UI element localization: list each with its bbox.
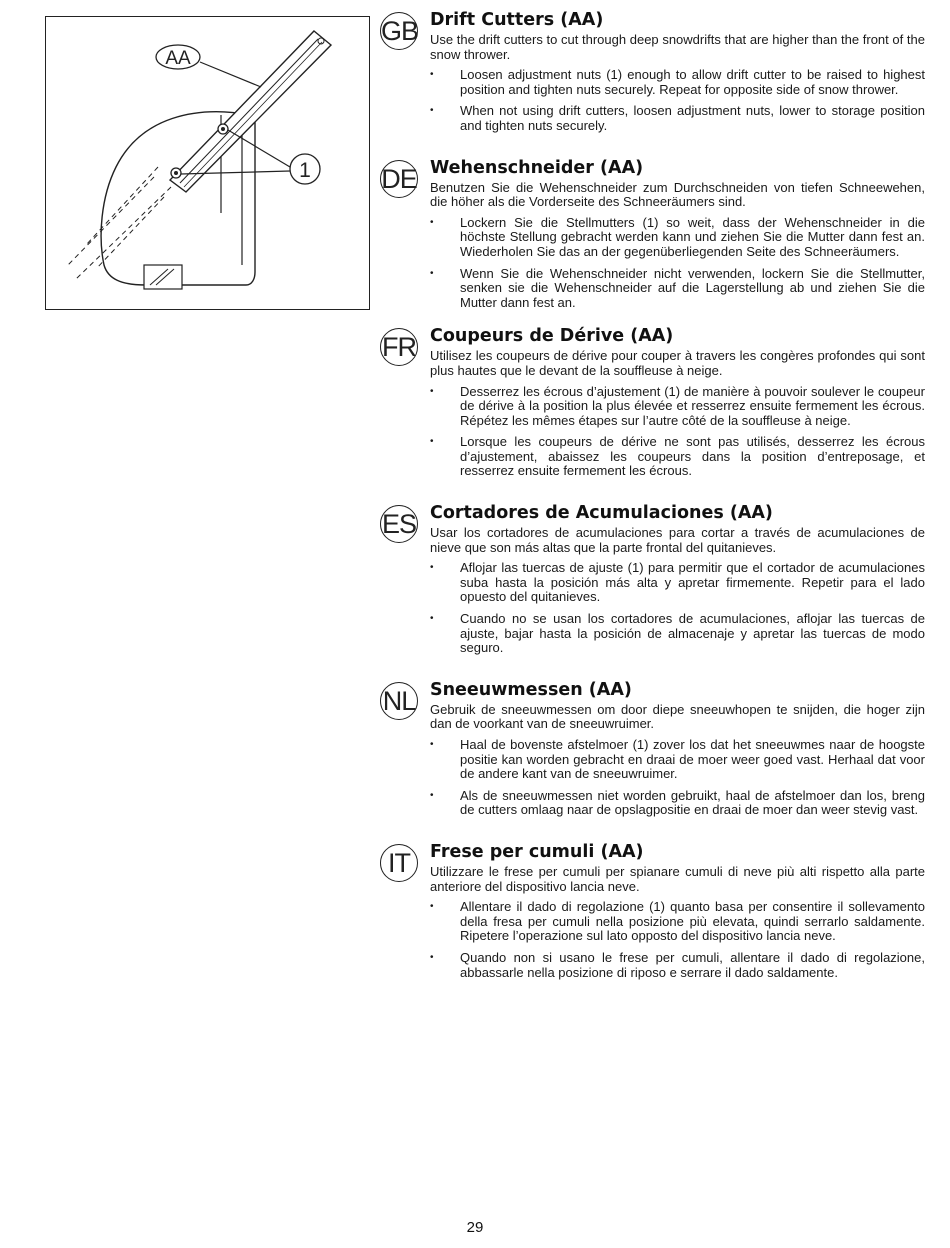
language-badge-nl: NL	[380, 682, 418, 720]
bullet-item: • Quando non si usano le frese per cumuli, allentare il dado di regolazione, abbassarle nella posizione di riposo e serrare il dado saldamente.	[430, 951, 925, 980]
bullet-item: • Aflojar las tuercas de ajuste (1) para permitir que el cortador de acumulaciones suba hasta la posición más alta y apretar firmemente. Repetir para el lado opuesto del quitanieves.	[430, 561, 925, 605]
section-intro: Utilizzare le frese per cumuli per spianare cumuli di neve più alti rispetto alla parte anteriore del dispositivo lancia neve.	[430, 863, 925, 894]
section-intro: Usar los cortadores de acumulaciones para cortar a través de acumulaciones de nieve que son más altas que la parte frontal del quitanieves.	[430, 525, 925, 555]
section-title: Cortadores de Acumulaciones (AA)	[430, 503, 773, 524]
drift-cutter-illustration	[45, 16, 370, 310]
section-gb	[380, 10, 925, 134]
section-intro: Use the drift cutters to cut through deep snowdrifts that are higher than the front of the snow thrower.	[430, 32, 925, 62]
section-nl	[380, 680, 925, 818]
language-badge-es: ES	[380, 505, 418, 543]
bullet-item: • Als de sneeuwmessen niet worden gebruikt, haal de afstelmoer dan los, breng de cutters omlaag naar de opslagpositie en draai de moer dan weer stevig vast.	[430, 789, 925, 818]
bullet-list	[430, 216, 925, 311]
section-fr	[380, 326, 925, 479]
bullet-list	[430, 68, 925, 133]
section-intro: Benutzen Sie die Wehenschneider zum Durchschneiden von tiefen Schneewehen, die höher als die Vorderseite des Schneeräumers sind.	[430, 179, 925, 210]
bullet-list	[430, 900, 925, 980]
language-badge-gb: GB	[380, 12, 418, 50]
callout-aa-label: AA	[165, 48, 191, 69]
section-intro: Utilisez les coupeurs de dérive pour couper à travers les congères profondes qui sont plus hautes que le devant de la souffleuse à neige.	[430, 348, 925, 378]
section-intro: Gebruik de sneeuwmessen om door diepe sneeuwhopen te snijden, die hoger zijn dan de voorkant van de sneeuwruimer.	[430, 701, 925, 732]
language-badge-de: DE	[380, 160, 418, 198]
callout-1-label: 1	[299, 159, 311, 182]
section-title: Wehenschneider (AA)	[430, 157, 644, 178]
bullet-item: • Desserrez les écrous d’ajustement (1) de manière à pouvoir soulever le coupeur de dérive à la position la plus élevée et resserrez ensuite fermement les écrous. Répétez les mêmes étapes sur l’autre côté de la souffleuse à neige.	[430, 385, 925, 429]
bullet-item: • Loosen adjustment nuts (1) enough to allow drift cutter to be raised to highest position and tighten nuts securely. Repeat for opposite side of snow thrower.	[430, 68, 925, 97]
section-title: Sneeuwmessen (AA)	[430, 679, 632, 700]
page-number: 29	[466, 1219, 484, 1236]
bullet-list	[430, 385, 925, 480]
drift-cutter-diagram	[46, 17, 368, 308]
section-title: Coupeurs de Dérive (AA)	[430, 326, 674, 347]
section-title: Frese per cumuli (AA)	[430, 841, 644, 862]
section-it	[380, 842, 925, 980]
section-es	[380, 503, 925, 656]
section-title: Drift Cutters (AA)	[430, 10, 604, 30]
bullet-item: • When not using drift cutters, loosen adjustment nuts, lower to storage position and tighten nuts securely.	[430, 104, 925, 133]
bullet-item: • Allentare il dado di regolazione (1) quanto basa per consentire il sollevamento della fresa per cumuli nella posizione più elevata, quindi serrarlo saldamente. Ripetere l’operazione sul lato opposto del dispositivo lancia neve.	[430, 900, 925, 944]
bullet-item: • Wenn Sie die Wehenschneider nicht verwenden, lockern Sie die Stellmutter, senken sie die Wehenschneider auf die Lagerstellung ab und ziehen Sie die Mutter dann fest an.	[430, 267, 925, 311]
bullet-item: • Lorsque les coupeurs de dérive ne sont pas utilisés, desserrez les écrous d’ajustement, abaissez les coupeurs dans la position d’entreposage, et resserrez ensuite fermement les écrous.	[430, 435, 925, 479]
language-badge-fr: FR	[380, 328, 418, 366]
section-de	[380, 158, 925, 311]
bullet-item: • Haal de bovenste afstelmoer (1) zover los dat het sneeuwmes naar de hoogste positie kan worden gebracht en draai de moer weer goed vast. Herhaal dat voor de andere kant van de sneeuwruimer.	[430, 738, 925, 782]
bullet-item: • Lockern Sie die Stellmutters (1) so weit, dass der Wehenschneider in die höchste Stellung gebracht werden kann und ziehen Sie die Mutter dann fest an. Wiederholen Sie das an der gegenüberliegenden Seite des Schneeräumers.	[430, 216, 925, 260]
bullet-list	[430, 561, 925, 656]
bullet-list	[430, 738, 925, 818]
instructions-column	[380, 10, 925, 987]
language-badge-it: IT	[380, 844, 418, 882]
bullet-item: • Cuando no se usan los cortadores de acumulaciones, aflojar las tuercas de ajuste, bajar hasta la posición de almacenaje y apretar las tuercas de modo seguro.	[430, 612, 925, 656]
